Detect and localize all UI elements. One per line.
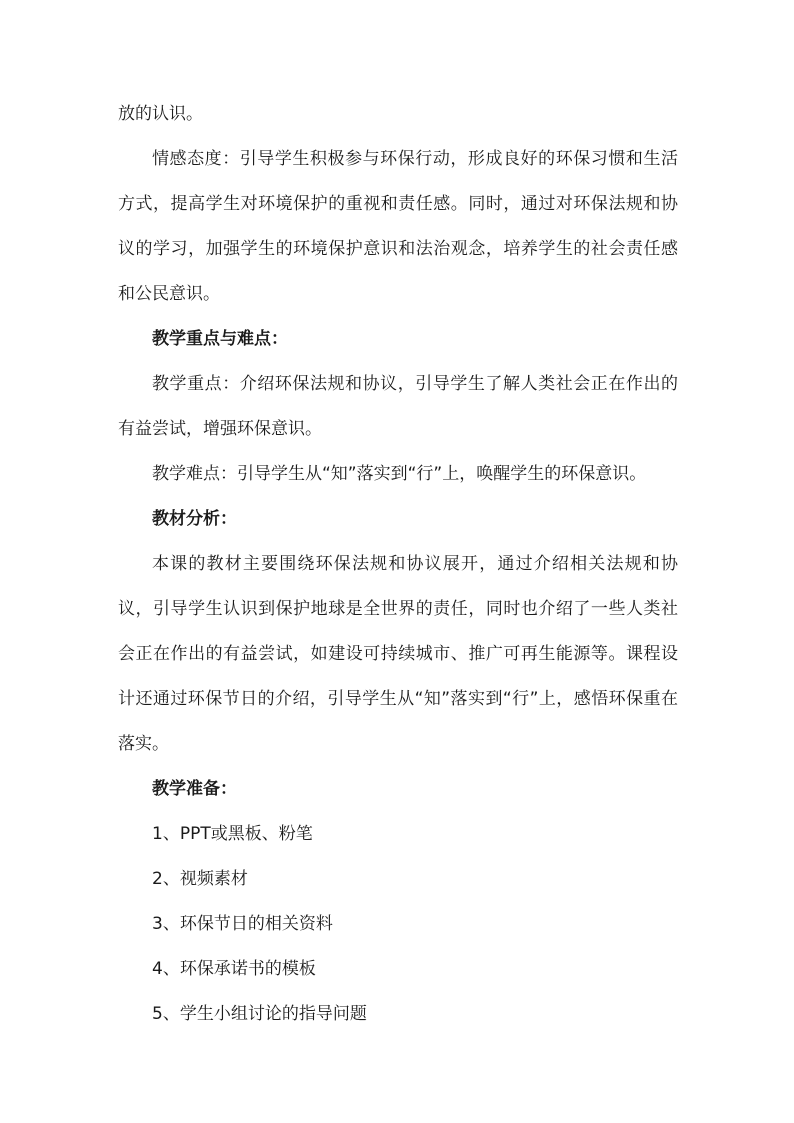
prep-list-item: 4、环保承诺书的模板 — [152, 959, 316, 979]
key-point-paragraph: 教学重点：介绍环保法规和协议，引导学生了解人类社会正在作出的有益尝试，增强环保意识。 — [118, 374, 678, 439]
difficulty-paragraph: 教学难点：引导学生从“知”落实到“行”上，唤醒学生的环保意识。 — [152, 464, 647, 484]
prep-list-item: 1、PPT或黑板、粉笔 — [152, 824, 313, 844]
section-heading-material-analysis: 教材分析： — [152, 509, 237, 529]
material-analysis-paragraph: 本课的教材主要围绕环保法规和协议展开，通过介绍相关法规和协议，引导学生认识到保护地球是全世界的责任，同时也介绍了一些人类社会正在作出的有益尝试，如建设可持续城市、推广可再生能源等。课程设计还通过环保节日的介绍，引导学生从“知”落实到“行”上，感悟环保重在落实。 — [118, 554, 678, 754]
prep-list-item: 2、视频素材 — [152, 869, 248, 889]
section-heading-preparation: 教学准备： — [152, 779, 237, 799]
emotional-attitude-paragraph: 情感态度：引导学生积极参与环保行动，形成良好的环保习惯和生活方式，提高学生对环境保护的重视和责任感。同时，通过对环保法规和协议的学习，加强学生的环境保护意识和法治观念，培养学生的社会责任感和公民意识。 — [118, 149, 678, 304]
prep-list-item: 3、环保节日的相关资料 — [152, 914, 333, 934]
document-page — [118, 92, 678, 1037]
section-heading-key-points: 教学重点与难点： — [152, 329, 288, 349]
continuation-paragraph: 放的认识。 — [118, 104, 203, 124]
prep-list-item: 5、学生小组讨论的指导问题 — [152, 1004, 367, 1024]
